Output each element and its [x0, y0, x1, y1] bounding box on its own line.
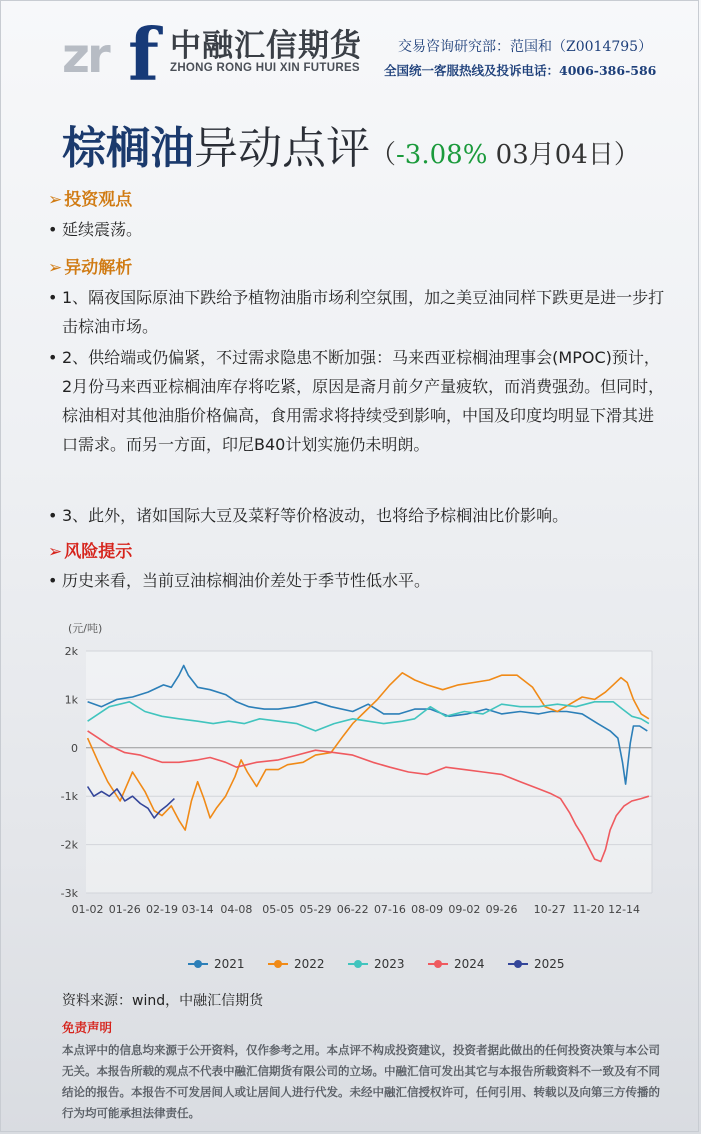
x-tick-label: 02-19 [145, 903, 178, 916]
disclaimer-heading: 免责声明 [62, 1020, 113, 1035]
analysis-text-3: 3、此外，诸如国际大豆及菜籽等价格波动，也将给予棕榈油比价影响。 [62, 506, 569, 525]
x-tick-label: 05-05 [262, 903, 295, 916]
risk-bullet [48, 566, 668, 595]
x-tick-label: 05-29 [299, 903, 332, 916]
analysis-heading-label: 异动解析 [64, 258, 133, 278]
x-tick-label: 03-14 [181, 903, 214, 916]
legend-label-2022: 2022 [294, 957, 325, 971]
x-tick-label: 04-08 [220, 903, 253, 916]
logo-letter-f: f [128, 12, 159, 97]
hotline-contact: 全国统一客服热线及投诉电话：4006-386-586 [384, 63, 657, 78]
research-contact: 交易咨询研究部：范国和（Z0014795） [398, 39, 653, 55]
arrow-icon: ➢ [48, 258, 63, 278]
risk-text: 历史来看，当前豆油棕榈油价差处于季节性低水平。 [62, 571, 431, 590]
title-product: 棕榈油 [62, 123, 194, 174]
title-close-paren: ） [613, 140, 640, 170]
legend-marker-2022 [274, 960, 282, 968]
y-axis-label: (元/吨) [68, 622, 103, 635]
x-tick-label: 12-14 [608, 903, 641, 916]
arrow-icon: ➢ [48, 190, 63, 210]
legend-label-2023: 2023 [374, 957, 405, 971]
bullet-dot-icon: • [48, 220, 58, 239]
view-heading-label: 投资观点 [64, 190, 133, 210]
x-tick-label: 10-27 [533, 903, 566, 916]
y-tick-label: -3k [60, 887, 78, 900]
view-text: 延续震荡。 [62, 220, 143, 239]
legend-marker-2024 [434, 960, 442, 968]
disclaimer-text: 本点评中的信息均来源于公开资料，仅作参考之用。本点评不构成投资建议，投资者据此做出的任何投资决策与本公司无关。本报告所载的观点不代表中融汇信期货有限公司的立场。中融汇信可发出其它与本报告所载资料不一致及有不同结论的报告。本报告不可发居间人或让居间人进行代发。未经中融汇信授权许可，任何引用、转载以及向第三方传播的行为均可能承担法律责任。 [62, 1043, 660, 1120]
x-tick-label: 06-22 [336, 903, 369, 916]
arrow-icon: ➢ [48, 542, 63, 562]
title-open-paren: （ [370, 140, 397, 170]
legend-marker-2021 [194, 960, 202, 968]
x-tick-label: 08-09 [411, 903, 444, 916]
legend-label-2025: 2025 [534, 957, 565, 971]
title-kind: 异动点评 [194, 123, 370, 174]
company-name-cn: 中融汇信期货 [170, 28, 362, 64]
analysis-heading [48, 253, 132, 278]
analysis-text-2: 2、供给端或仍偏紧，不过需求隐患不断加强：马来西亚棕榈油理事会(MPOC)预计，2月份马来西亚棕榈油库存将吃紧，原因是斋月前夕产量疲软，而消费强劲。但同时，棕油相对其他油脂价格偏高，食用需求将持续受到影响，中国及印度均明显下滑其进口需求。而另一方面，印尼B40计划实施仍未明朗。 [62, 348, 665, 454]
company-name-en: ZHONG RONG HUI XIN FUTURES [170, 62, 360, 74]
view-heading [48, 185, 132, 210]
data-source: 资料来源：wind，中融汇信期货 [62, 993, 264, 1009]
y-tick-label: 2k [64, 645, 78, 658]
page-title [62, 112, 640, 172]
legend-marker-2023 [354, 960, 362, 968]
risk-heading-label: 风险提示 [64, 542, 133, 562]
x-tick-label: 11-20 [572, 903, 605, 916]
bullet-dot-icon: • [48, 571, 58, 590]
legend-label-2024: 2024 [454, 957, 485, 971]
x-tick-label: 09-02 [448, 903, 481, 916]
bullet-dot-icon: • [48, 506, 58, 525]
legend-marker-2025 [514, 960, 522, 968]
analysis-bullet-1 [48, 283, 668, 341]
analysis-bullet-2 [48, 343, 668, 459]
y-tick-label: -1k [60, 790, 78, 804]
chart-svg [40, 610, 680, 990]
view-bullet [48, 215, 668, 244]
logo-letters-zr: zr [62, 28, 108, 84]
spread-chart [40, 610, 680, 990]
x-tick-label: 09-26 [485, 903, 518, 916]
x-tick-label: 01-02 [71, 903, 104, 916]
legend-label-2021: 2021 [214, 957, 245, 971]
title-date: 03月04日 [487, 140, 614, 170]
y-tick-label: 0 [71, 741, 78, 755]
x-tick-label: 01-26 [108, 903, 141, 916]
analysis-bullet-3 [48, 501, 668, 530]
header [0, 0, 701, 100]
risk-heading [48, 537, 132, 562]
title-change: -3.08% [396, 140, 488, 170]
y-tick-label: 1k [64, 693, 78, 707]
y-tick-label: -2k [60, 838, 78, 852]
bullet-dot-icon: • [48, 348, 58, 367]
company-logo [62, 12, 162, 97]
analysis-text-1: 1、隔夜国际原油下跌给予植物油脂市场利空氛围，加之美豆油同样下跌更是进一步打击棕油市场。 [62, 288, 665, 336]
x-tick-label: 07-16 [373, 903, 406, 916]
bullet-dot-icon: • [48, 288, 58, 307]
